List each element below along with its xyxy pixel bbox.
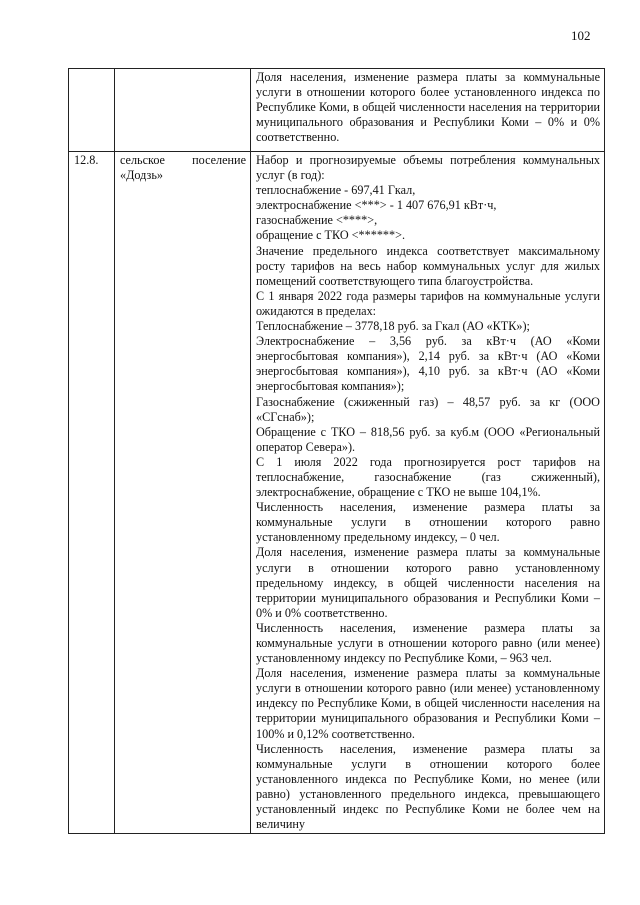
paragraph: Доля населения, изменение размера платы за коммунальные услуги в отношении которого равно установленному предельному индексу, в общей численности населения на территории муниципального образования и Республики Коми – 0% и 0% соответственно. — [256, 545, 600, 620]
paragraph: электроснабжение <***> - 1 407 676,91 кВт·ч, — [256, 198, 497, 213]
paragraph: Численность населения, изменение размера платы за коммунальные услуги в отношении которого более установленного индекса по Республике Коми, но менее (или равно) установленного предельного индекса, превышающего установленный индекс по Республике Коми не более чем на величину — [256, 741, 600, 832]
paragraph: Значение предельного индекса соответствует максимальному росту тарифов на весь набор коммунальных услуг для жилых помещений соответствующего типа благоустройства. — [256, 243, 600, 288]
paragraph: С 1 января 2022 года размеры тарифов на коммунальные услуги ожидаются в пределах: — [256, 288, 600, 318]
settlement-name-cell — [115, 69, 251, 152]
paragraph: обращение с ТКО <******>. — [256, 228, 406, 243]
settlement-name-cell: сельское поселение «Додзь» — [115, 152, 251, 834]
content-cell — [251, 69, 605, 152]
paragraph: Теплоснабжение – 3778,18 руб. за Гкал (АО «КТК»); — [256, 319, 530, 334]
paragraph: Газоснабжение (сжиженный газ) – 48,57 руб. за кг (ООО «СГснаб»); — [256, 394, 600, 424]
row-number-cell — [69, 69, 115, 152]
paragraph: Обращение с ТКО – 818,56 руб. за куб.м (ООО «Региональный оператор Севера»). — [256, 424, 600, 454]
paragraph: Доля населения, изменение размера платы за коммунальные услуги в отношении которого более установленного индекса по Республике Коми, в общей численности населения на территории муниципального образования и Республики Коми – 0% и 0% соответственно. — [256, 70, 600, 145]
table-row — [69, 152, 605, 834]
paragraph: Численность населения, изменение размера платы за коммунальные услуги в отношении которого равно (или менее) установленному индексу по Республике Коми, – 963 чел. — [256, 620, 600, 666]
paragraph: теплоснабжение - 697,41 Гкал, — [256, 183, 416, 198]
paragraph: Электроснабжение – 3,56 руб. за кВт·ч (АО «Коми энергосбытовая компания»), 2,14 руб. за кВт·ч (АО «Коми энергосбытовая компания»), 4,10 руб. за кВт·ч (АО «Коми энергосбытовая компания»); — [256, 334, 600, 394]
paragraph: Набор и прогнозируемые объемы потребления коммунальных услуг (в год): — [256, 153, 600, 183]
page-number: 102 — [571, 28, 591, 43]
table-row — [69, 69, 605, 152]
paragraph: Численность населения, изменение размера платы за коммунальные услуги в отношении которого равно установленному предельному индексу, – 0 чел. — [256, 500, 600, 545]
paragraph: газоснабжение <****>, — [256, 213, 378, 228]
row-number-cell: 12.8. — [69, 152, 115, 834]
content-cell — [251, 152, 605, 834]
paragraph: С 1 июля 2022 года прогнозируется рост тарифов на теплоснабжение, газоснабжение (газ сжиженный), электроснабжение, обращение с ТКО не выше 104,1%. — [256, 454, 600, 500]
paragraph: Доля населения, изменение размера платы за коммунальные услуги в отношении которого равно (или менее) установленному индексу по Республике Коми, в общей численности населения на территории муниципального образования и Республики Коми – 100% и 0,12% соответственно. — [256, 666, 600, 741]
tariff-table — [68, 68, 605, 834]
